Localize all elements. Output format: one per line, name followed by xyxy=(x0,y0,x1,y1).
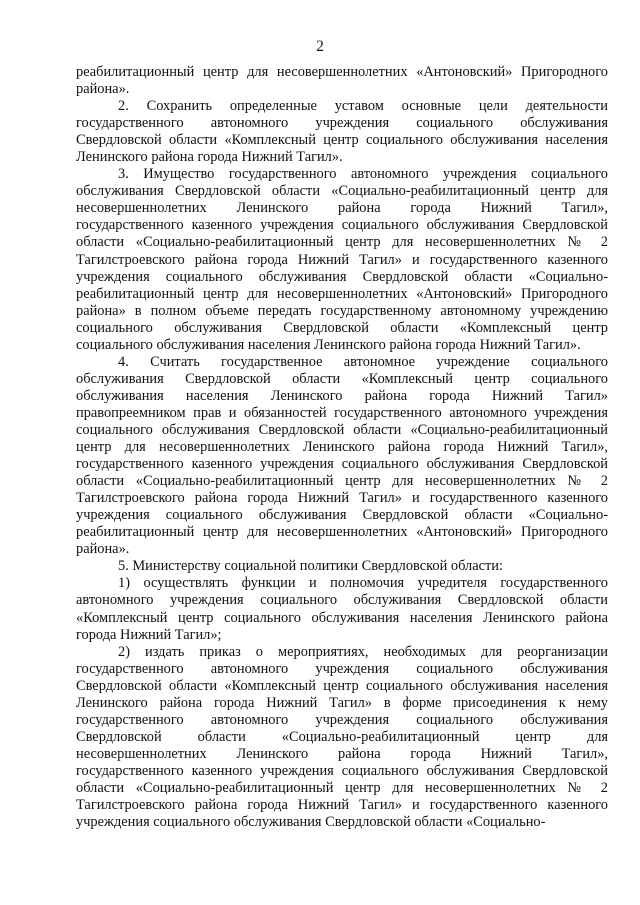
text-line: обслуживания Свердловской области «Социально-реабилитационный центр для xyxy=(76,183,608,200)
text-line: обслуживания населения Ленинского района города Нижний Тагил» xyxy=(76,387,608,404)
text-line: обслуживания Свердловской области «Комплексный центр социального xyxy=(76,370,608,387)
text-line: района». xyxy=(76,81,130,98)
paragraph xyxy=(76,575,608,643)
text-line: государственного казенного учреждения социального обслуживания Свердловской xyxy=(76,762,608,779)
text-line: области «Социально-реабилитационный центр для несовершеннолетних № 2 xyxy=(76,779,608,796)
text-line: 3. Имущество государственного автономного учреждения социального xyxy=(118,166,608,183)
text-line: Тагилстроевского района города Нижний Тагил» и государственного казенного xyxy=(76,490,608,507)
text-line: города Нижний Тагил»; xyxy=(76,626,222,643)
text-line: автономного учреждения социального обслуживания Свердловской области xyxy=(76,592,608,609)
text-line: области «Социально-реабилитационный центр для несовершеннолетних № 2 xyxy=(76,234,608,251)
text-line: социального обслуживания Свердловской области «Социально-реабилитационный xyxy=(76,421,608,438)
text-line: государственного автономного учреждения социального обслуживания xyxy=(76,115,608,132)
text-line: «Комплексный центр социального обслуживания населения Ленинского района xyxy=(76,609,608,626)
paragraph xyxy=(76,64,608,98)
paragraph xyxy=(76,98,608,166)
text-line: района». xyxy=(76,541,130,558)
text-line: государственного казенного учреждения социального обслуживания Свердловской xyxy=(76,456,608,473)
text-line: правопреемником прав и обязанностей государственного автономного учреждения xyxy=(76,404,608,421)
text-line: Тагилстроевского района города Нижний Тагил» и государственного казенного xyxy=(76,251,608,268)
text-line: 2. Сохранить определенные уставом основные цели деятельности xyxy=(118,98,608,115)
text-line: государственного автономного учреждения социального обслуживания xyxy=(76,711,608,728)
text-line: Свердловской области «Комплексный центр социального обслуживания населения xyxy=(76,677,608,694)
text-line: несовершеннолетних Ленинского района города Нижний Тагил», xyxy=(76,200,608,217)
text-line: 2) издать приказ о мероприятиях, необходимых для реорганизации xyxy=(118,643,608,660)
text-line: Ленинского района города Нижний Тагил». xyxy=(76,149,343,166)
text-line: 4. Считать государственное автономное учреждение социального xyxy=(118,353,608,370)
text-line: центр для несовершеннолетних Ленинского района города Нижний Тагил», xyxy=(76,439,608,456)
text-line: учреждения социального обслуживания Свердловской области «Социально- xyxy=(76,268,608,285)
text-line: Свердловской области «Комплексный центр социального обслуживания населения xyxy=(76,132,608,149)
text-line: 5. Министерству социальной политики Свердловской области: xyxy=(118,558,503,575)
text-line: реабилитационный центр для несовершеннолетних «Антоновский» Пригородного xyxy=(76,524,608,541)
text-line: Тагилстроевского района города Нижний Тагил» и государственного казенного xyxy=(76,797,608,814)
text-line: несовершеннолетних Ленинского района города Нижний Тагил», xyxy=(76,745,608,762)
text-line: социального обслуживания населения Ленинского района города Нижний Тагил». xyxy=(76,336,581,353)
document-body xyxy=(76,64,608,831)
text-line: учреждения социального обслуживания Свердловской области «Социально- xyxy=(76,814,546,831)
page-number: 2 xyxy=(316,38,324,55)
text-line: Свердловской области «Социально-реабилитационный центр для xyxy=(76,728,608,745)
text-line: учреждения социального обслуживания Свердловской области «Социально- xyxy=(76,507,608,524)
text-line: реабилитационный центр для несовершеннолетних «Антоновский» Пригородного xyxy=(76,64,608,80)
paragraph xyxy=(76,354,608,559)
text-line: области «Социально-реабилитационный центр для несовершеннолетних № 2 xyxy=(76,473,608,490)
paragraph xyxy=(76,558,608,575)
text-line: района» в полном объеме передать государственному автономному учреждению xyxy=(76,302,608,319)
text-line: государственного автономного учреждения социального обслуживания xyxy=(76,660,608,677)
text-line: Ленинского района города Нижний Тагил» в форме присоединения к нему xyxy=(76,694,608,711)
text-line: 1) осуществлять функции и полномочия учредителя государственного xyxy=(118,575,608,592)
text-line: государственного казенного учреждения социального обслуживания Свердловской xyxy=(76,217,608,234)
paragraph xyxy=(76,644,608,832)
paragraph xyxy=(76,166,608,354)
text-line: реабилитационный центр для несовершеннолетних «Антоновский» Пригородного xyxy=(76,285,608,302)
text-line: социального обслуживания Свердловской области «Комплексный центр xyxy=(76,319,608,336)
